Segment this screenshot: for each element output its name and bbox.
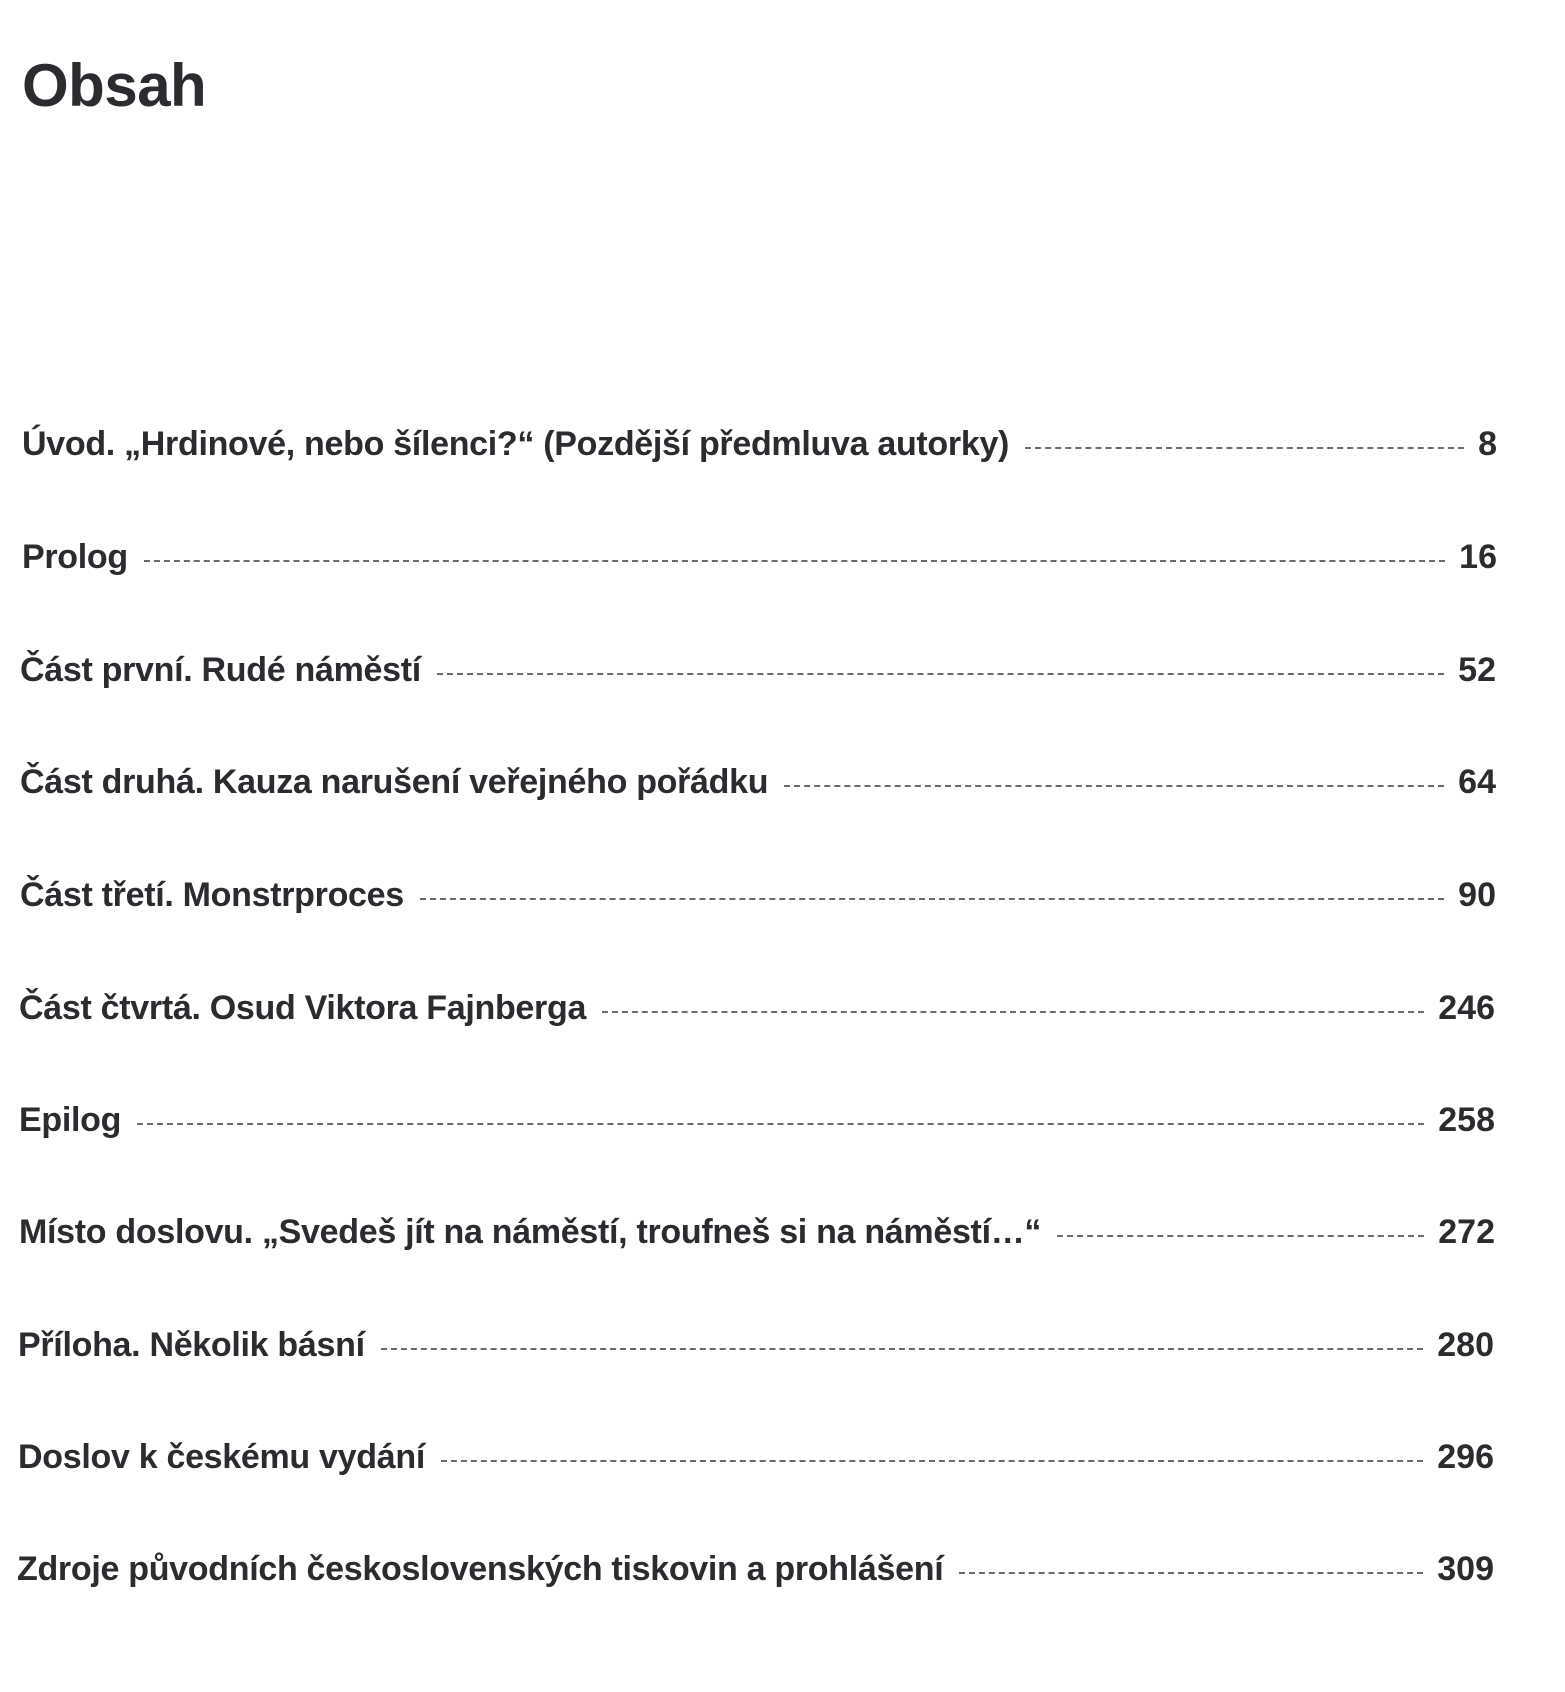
- toc-entry-uvod[interactable]: [22, 425, 1497, 481]
- dot-leader: [784, 785, 1444, 787]
- toc-page-number: 258: [1438, 1101, 1495, 1139]
- toc-entry-prolog[interactable]: [22, 538, 1497, 594]
- toc-entry-cast-prvni[interactable]: [20, 651, 1496, 707]
- toc-entry-title: Část čtvrtá. Osud Viktora Fajnberga: [19, 989, 587, 1027]
- toc-page-number: 52: [1458, 651, 1496, 689]
- toc-page-number: 309: [1437, 1550, 1494, 1588]
- toc-entry-misto-doslovu[interactable]: [19, 1213, 1495, 1269]
- toc-entry-title: Úvod. „Hrdinové, nebo šílenci?“ (Pozdější předmluva autorky): [22, 425, 1010, 463]
- toc-page-number: 64: [1458, 763, 1496, 801]
- toc-entry-title: Místo doslovu. „Svedeš jít na náměstí, troufneš si na náměstí…“: [19, 1213, 1042, 1251]
- dot-leader: [1057, 1235, 1424, 1237]
- toc-entry-title: Část první. Rudé náměstí: [20, 651, 421, 689]
- dot-leader: [1025, 447, 1464, 449]
- toc-entry-cast-ctvrta[interactable]: [19, 989, 1495, 1045]
- toc-entry-title: Prolog: [22, 538, 128, 576]
- toc-entry-title: Část třetí. Monstrproces: [20, 876, 404, 914]
- toc-entry-priloha[interactable]: [18, 1326, 1494, 1382]
- page-title: Obsah: [22, 52, 207, 120]
- toc-page-number: 90: [1458, 876, 1496, 914]
- dot-leader: [420, 898, 1444, 900]
- toc-page-number: 246: [1438, 989, 1495, 1027]
- toc-entry-title: Zdroje původních československých tiskovin a prohlášení: [17, 1550, 944, 1588]
- toc-page-number: 8: [1478, 425, 1497, 463]
- toc-entry-title: Doslov k českému vydání: [18, 1438, 425, 1476]
- toc-page-number: 280: [1437, 1326, 1494, 1364]
- dot-leader: [441, 1460, 1423, 1462]
- dot-leader: [144, 560, 1445, 562]
- toc-entry-title: Epilog: [19, 1101, 122, 1139]
- dot-leader: [959, 1572, 1423, 1574]
- toc-entry-cast-treti[interactable]: [20, 876, 1496, 932]
- toc-entry-doslov[interactable]: [18, 1438, 1494, 1494]
- toc-page-number: 16: [1459, 538, 1497, 576]
- dot-leader: [437, 673, 1444, 675]
- toc-entry-epilog[interactable]: [19, 1101, 1495, 1157]
- toc-page-number: 272: [1438, 1213, 1495, 1251]
- dot-leader: [381, 1348, 1424, 1350]
- toc-entry-cast-druha[interactable]: [20, 763, 1496, 819]
- toc-entry-title: Část druhá. Kauza narušení veřejného pořádku: [20, 763, 769, 801]
- toc-page-number: 296: [1437, 1438, 1494, 1476]
- toc-entry-zdroje[interactable]: [17, 1550, 1494, 1606]
- dot-leader: [602, 1011, 1424, 1013]
- dot-leader: [137, 1123, 1424, 1125]
- toc-entry-title: Příloha. Několik básní: [18, 1326, 365, 1364]
